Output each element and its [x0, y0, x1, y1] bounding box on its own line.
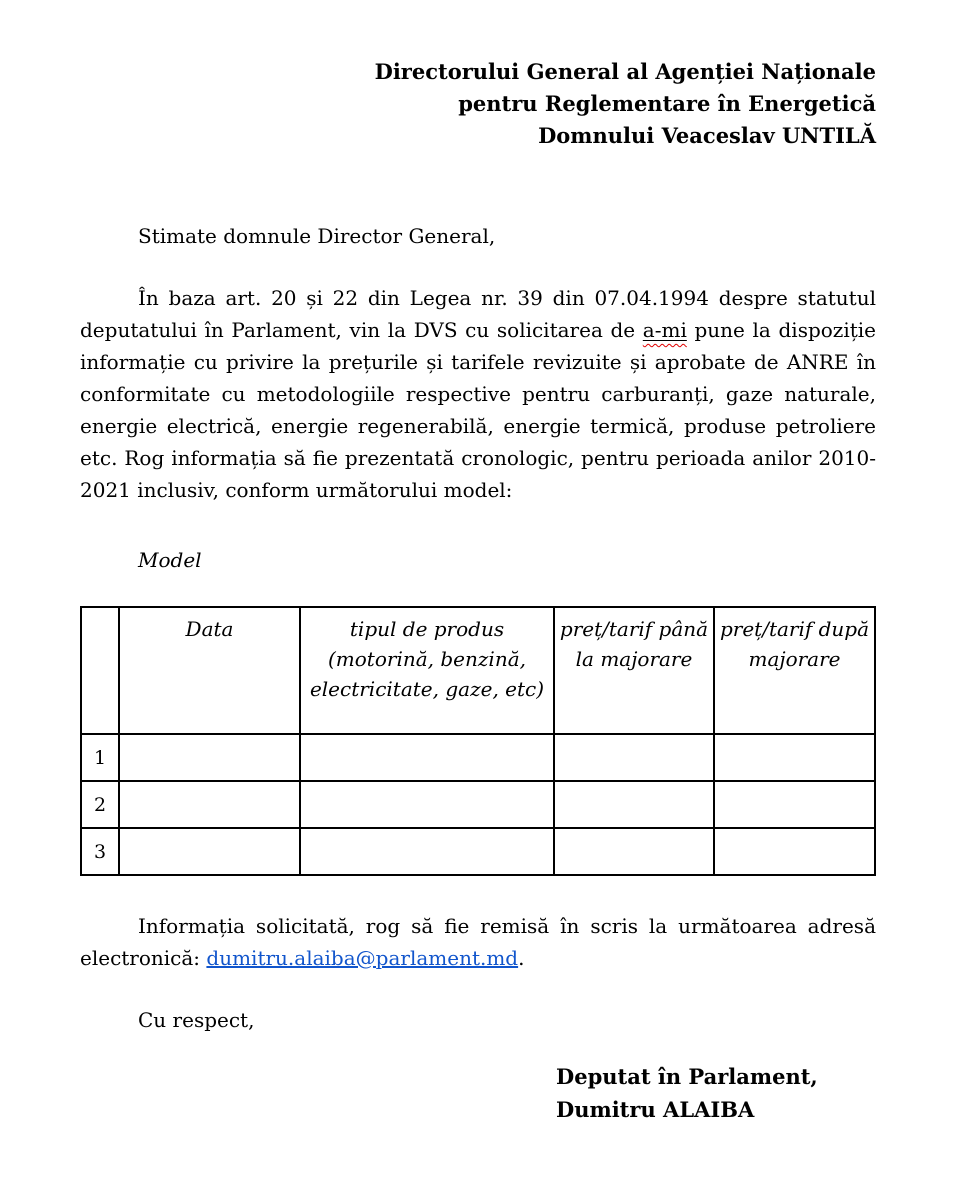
email-link[interactable]: dumitru.alaiba@parlament.md — [206, 946, 519, 970]
table-cell — [300, 828, 554, 875]
row-number: 3 — [81, 828, 119, 875]
table-cell — [714, 828, 875, 875]
table-cell — [554, 781, 714, 828]
recipient-line-1: Directorului General al Agenției Naționale — [374, 59, 876, 84]
spellcheck-squiggle — [643, 318, 687, 342]
table-header-row — [81, 607, 875, 734]
signature-name: Dumitru ALAIBA — [556, 1097, 755, 1122]
regards-line: Cu respect, — [138, 1008, 255, 1032]
recipient-block — [80, 56, 876, 152]
salutation: Stimate domnule Director General, — [138, 224, 496, 248]
row-number: 1 — [81, 734, 119, 781]
table-header-price-after: preț/tarif după majorare — [714, 607, 875, 734]
table-cell — [714, 734, 875, 781]
table-header-product-type: tipul de produs (motorină, benzină, electricitate, gaze, etc) — [300, 607, 554, 734]
model-label: Model — [138, 548, 202, 572]
table-header-number — [81, 607, 119, 734]
table-header-data: Data — [119, 607, 300, 734]
recipient-line-3: Domnului Veaceslav UNTILĂ — [538, 123, 876, 148]
table-cell — [554, 828, 714, 875]
recipient-line-2: pentru Reglementare în Energetică — [458, 91, 876, 116]
table-cell — [714, 781, 875, 828]
table-row — [81, 828, 875, 875]
table-cell — [119, 828, 300, 875]
closing-paragraph — [80, 910, 876, 974]
table-cell — [300, 781, 554, 828]
closing-paragraph-part1: Informația solicitată, rog să fie remisă în scris la următoarea adresă electronică: — [80, 914, 876, 970]
signature-block — [556, 1060, 876, 1126]
body-paragraph-part2: pune la dispoziție informație cu privire la prețurile și tarifele revizuite și aprobate de ANRE în conformitate cu metodologiile respective pentru carburanți, gaze naturale, energie electrică, energie regenerabilă, energie termică, produse petroliere etc. Rog informația să fie prezentată cronologic, pentru perioada anilor 2010-2021 inclusiv, conform următorului model: — [80, 318, 876, 502]
table-row — [81, 734, 875, 781]
model-table — [80, 606, 876, 876]
table-cell — [119, 781, 300, 828]
spellchecked-word: a-mi — [642, 318, 687, 342]
table-cell — [119, 734, 300, 781]
row-number: 2 — [81, 781, 119, 828]
table-cell — [300, 734, 554, 781]
table-row — [81, 781, 875, 828]
body-paragraph-part1: În baza art. 20 și 22 din Legea nr. 39 din 07.04.1994 despre statutul deputatului în Parlament, vin la DVS cu solicitarea de — [80, 286, 876, 342]
signature-title: Deputat în Parlament, — [556, 1064, 818, 1089]
closing-paragraph-part2: . — [518, 946, 525, 970]
body-paragraph — [80, 282, 876, 506]
table-header-price-before: preț/tarif până la majorare — [554, 607, 714, 734]
table-cell — [554, 734, 714, 781]
